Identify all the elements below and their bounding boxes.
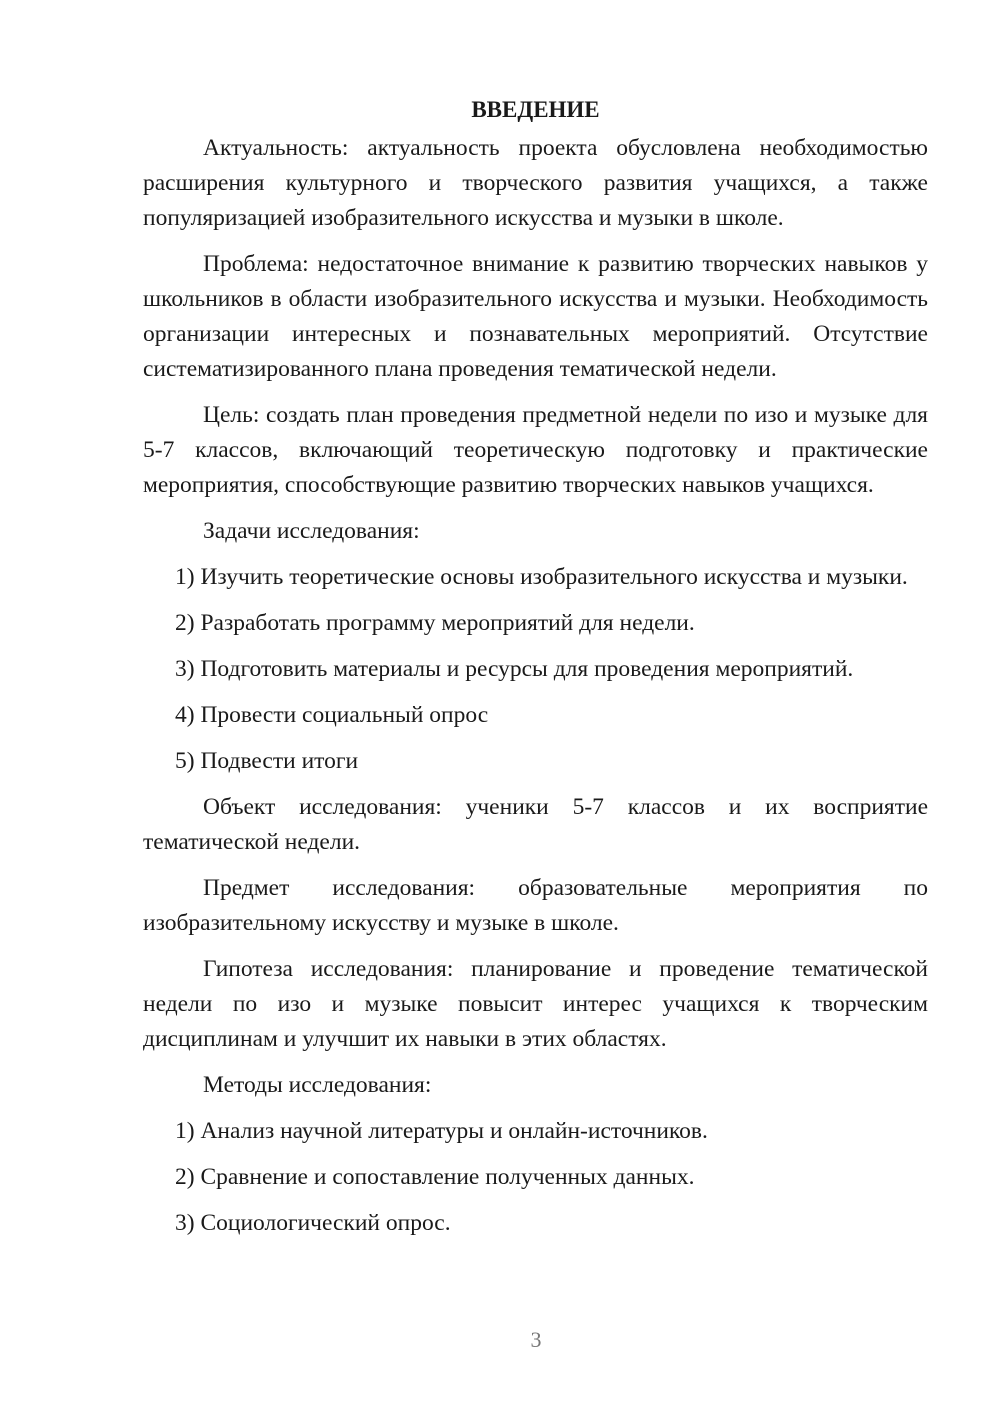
hypothesis-paragraph: Гипотеза исследования: планирование и проведение тематической недели по изо и музыке повысит интерес учащихся к творческим дисциплинам и улучшит их навыки в этих областях. (143, 956, 928, 1052)
task-item: 4) Провести социальный опрос (175, 702, 489, 728)
page-title: ВВЕДЕНИЕ (471, 97, 600, 122)
relevance-paragraph: Актуальность: актуальность проекта обусловлена необходимостью расширения культурного и творческого развития учащихся, а также популяризацией изобразительного искусства и музыки в школе. (143, 135, 928, 231)
page-number: 3 (530, 1327, 542, 1352)
problem-paragraph: Проблема: недостаточное внимание к развитию творческих навыков у школьников в области изобразительного искусства и музыки. Необходимость организации интересных и познавательных мероприятий. Отсутствие систематизированного плана проведения тематической недели. (143, 251, 928, 382)
tasks-heading: Задачи исследования: (203, 518, 420, 544)
task-item: 2) Разработать программу мероприятий для недели. (175, 610, 695, 636)
task-item: 1) Изучить теоретические основы изобразительного искусства и музыки. (175, 564, 908, 590)
method-item: 2) Сравнение и сопоставление полученных данных. (175, 1164, 695, 1190)
method-item: 1) Анализ научной литературы и онлайн-источников. (175, 1118, 708, 1144)
goal-paragraph: Цель: создать план проведения предметной недели по изо и музыке для 5-7 классов, включающий теоретическую подготовку и практические мероприятия, способствующие развитию творческих навыков учащихся. (143, 402, 928, 498)
task-item: 5) Подвести итоги (175, 748, 359, 774)
page-content (143, 92, 928, 1252)
methods-heading: Методы исследования: (203, 1072, 432, 1098)
subject-paragraph: Предмет исследования: образовательные мероприятия по изобразительному искусству и музыке в школе. (143, 875, 928, 936)
object-paragraph: Объект исследования: ученики 5-7 классов и их восприятие тематической недели. (143, 794, 928, 855)
task-item: 3) Подготовить материалы и ресурсы для проведения мероприятий. (175, 656, 854, 682)
method-item: 3) Социологический опрос. (175, 1210, 451, 1236)
